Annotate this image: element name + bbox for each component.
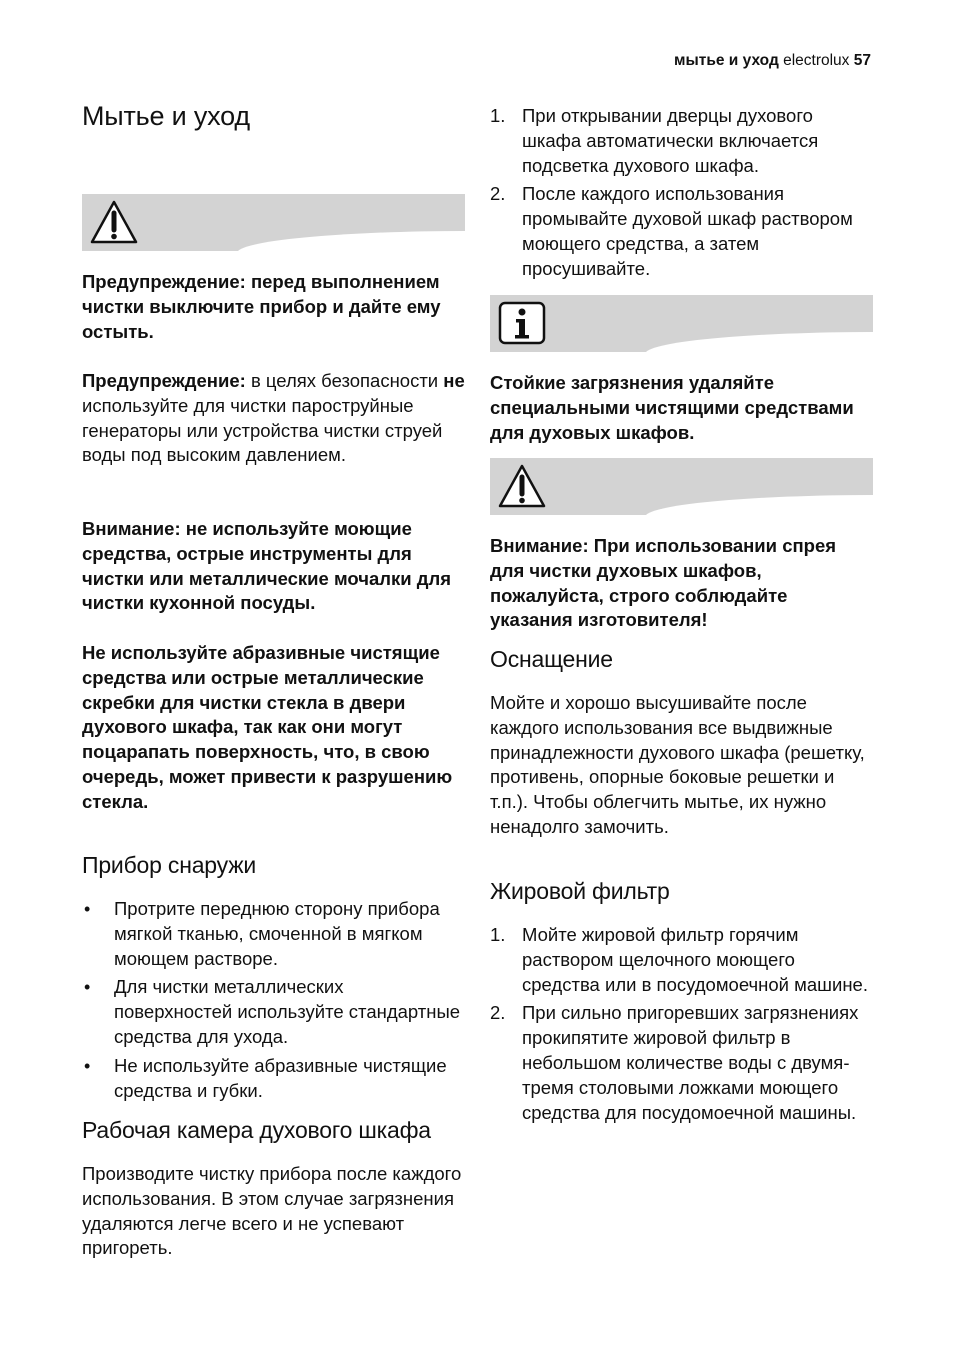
accessories-text: Мойте и хорошо высушивайте после каждого использования все выдвижные принадлежности духового шкафа (решетку, противень, опорные боковые решетки и т.п.). Чтобы облегчить мытье, их нужно ненадолго замочить.: [490, 692, 865, 837]
bullet: •: [84, 1055, 91, 1076]
info-icon: [497, 300, 547, 346]
page-title: Мытье и уход: [82, 101, 250, 131]
list-item: 2. После каждого использования промывайте духовой шкаф раствором моющего средства, а затем просушивайте.: [490, 183, 853, 279]
cavity-steps: [490, 104, 874, 286]
info-text: Стойкие загрязнения удаляйте специальными чистящими средствами для духовых шкафов.: [490, 372, 854, 443]
cavity-title: Рабочая камера духового шкафа: [82, 1117, 431, 1143]
bullet: •: [84, 899, 91, 919]
header-section: мытье и уход: [674, 52, 779, 69]
attention-text-2: Не используйте абразивные чистящие средства или острые металлические скребки для чистки стекла в двери духового шкафа, так как они могут поцарапать поверхность, что, в свою очередь, может привести к разрушению стекла.: [82, 642, 453, 812]
attention-spray-text: Внимание: При использовании спрея для чистки духовых шкафов, пожалуйста, строго соблюдайте указания изготовителя!: [490, 535, 837, 631]
list-item: 1. При открывании дверцы духового шкафа автоматически включается подсветка духового шкафа.: [490, 105, 819, 176]
page-header: [674, 52, 871, 70]
list-item: 2. При сильно пригоревших загрязнениях прокипятите жировой фильтр в небольшом количестве воды с двумя-тремя столовыми ложками моющего средства для посудомоечной машины.: [490, 1002, 859, 1123]
page-number: 57: [853, 52, 871, 69]
attention-text-1: Внимание: не используйте моющие средства, острые инструменты для чистки или металлические мочалки для чистки кухонной посуды.: [82, 518, 452, 614]
warning-text-2a: в целях безопасности: [250, 370, 439, 391]
warning-triangle-icon: [89, 199, 139, 245]
filter-title: Жировой фильтр: [490, 878, 670, 904]
warning-text-2: [82, 369, 466, 468]
warning-triangle-icon: [497, 463, 547, 509]
list-item: • Не используйте абразивные чистящие средства и губки.: [84, 1054, 447, 1101]
exterior-title: Прибор снаружи: [82, 852, 257, 878]
warning-text-2b: используйте для чистки пароструйные генераторы или устройства чистки струей воды под высоким давлением.: [82, 394, 443, 466]
accessories-title: Оснащение: [490, 646, 613, 672]
exterior-list: [82, 897, 466, 1107]
cavity-text: Производите чистку прибора после каждого использования. В этом случае загрязнения удаляются легче всего и не успевают пригореть.: [82, 1163, 462, 1259]
warning-label: Предупреждение:: [82, 370, 246, 391]
list-item: • Для чистки металлических поверхностей используйте стандартные средства для ухода.: [84, 976, 461, 1047]
list-item: 1. Мойте жировой фильтр горячим раствором щелочного моющего средства или в посудомоечной машине.: [490, 924, 868, 995]
list-item: • Протрите переднюю сторону прибора мягкой тканью, смоченной в мягком моющем растворе.: [84, 898, 440, 969]
warning-not: не: [443, 370, 465, 391]
info-banner: [490, 295, 873, 352]
header-brand: electrolux: [783, 52, 850, 69]
warning-banner: [490, 458, 873, 515]
warning-text-1: Предупреждение: перед выполнением чистки выключите прибор и дайте ему остыть.: [82, 271, 441, 342]
filter-steps: [490, 923, 874, 1129]
warning-banner: [82, 194, 465, 251]
bullet: •: [84, 977, 91, 998]
